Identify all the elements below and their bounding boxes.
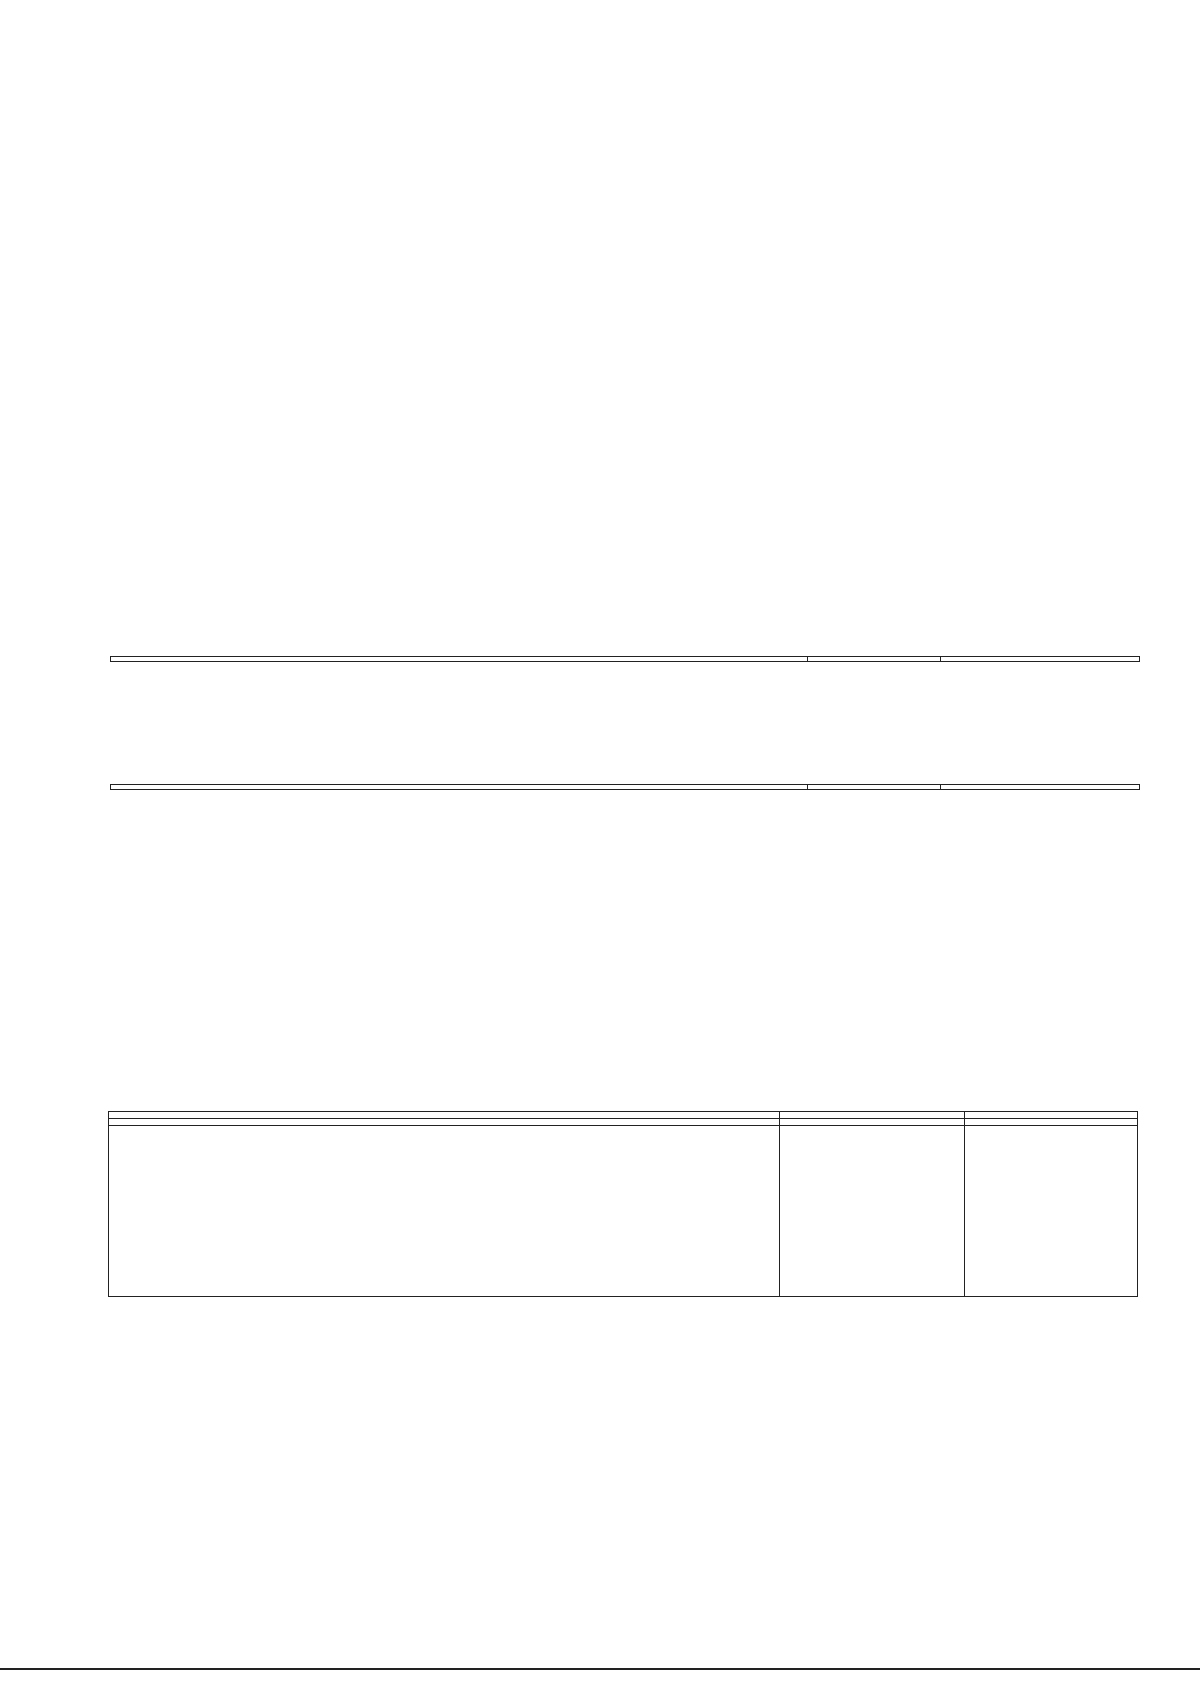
header-coefficient (965, 1112, 1138, 1119)
row1-question (109, 1119, 780, 1126)
row2-coefficient (965, 1126, 1138, 1297)
new-row-indicator (808, 785, 941, 790)
table-row (111, 657, 1140, 662)
header-indicator (780, 1112, 965, 1119)
table-header-row (109, 1112, 1138, 1119)
old-row-coefficient (941, 657, 1140, 662)
table-row (111, 785, 1140, 790)
row1-coefficient (965, 1119, 1138, 1126)
row1-indicator (780, 1119, 965, 1126)
old-row-indicator (808, 657, 941, 662)
bottom-rule (0, 1668, 1200, 1670)
consumers-table (108, 1111, 1138, 1297)
new-row-question (111, 785, 808, 790)
old-row-question (111, 657, 808, 662)
row2-indicator (780, 1126, 965, 1297)
header-questions (109, 1112, 780, 1119)
new-row-coefficient (941, 785, 1140, 790)
row2-question (109, 1126, 780, 1297)
new-row-table (110, 784, 1140, 790)
old-row-table (110, 656, 1140, 662)
table-row (109, 1126, 1138, 1297)
table-row (109, 1119, 1138, 1126)
